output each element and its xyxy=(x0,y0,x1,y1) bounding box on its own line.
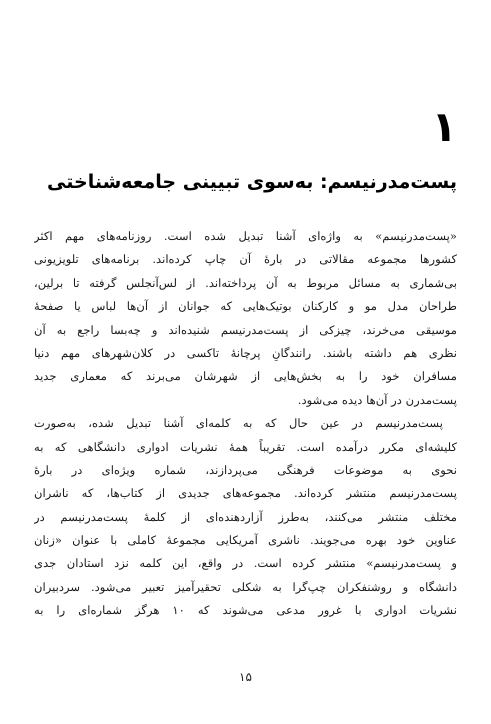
page-number: ۱۵ xyxy=(239,670,252,684)
text-line: عناوین خود بهره می‌جویند. ناشری آمریکایی مجموعهٔ کاملی با عنوان «زنان xyxy=(34,533,457,548)
text-line: پست‌مدرن در آن‌ها دیده می‌شود. xyxy=(297,392,457,407)
text-line: طراحان مدل مو و کارکنان بوتیک‌هایی که جوانان از آن‌ها لباس یا صفحهٔ xyxy=(34,299,457,314)
text-line: بی‌شماری به مسائل مربوط به آن پرداخته‌اند. از لس‌آنجلس گرفته تا برلین، xyxy=(34,275,457,290)
text-line: و پست‌مدرنیسم» منتشر کرده است. در واقع، این کلمه نزد استادان جدی xyxy=(34,556,457,571)
text-line: کشورها مجموعه مقالاتی در بارهٔ آن چاپ کرده‌اند. برنامه‌های تلویزیونی xyxy=(34,252,457,267)
text-line: نشریات ادواری با غرور مدعی می‌شوند که ۱۰ هرگز شماره‌ای را به xyxy=(34,603,457,618)
body-text xyxy=(34,225,457,623)
text-line: پست‌مدرنیسم در عین حال که به کلمه‌ای آشنا تبدیل شده، به‌صورت xyxy=(34,416,443,431)
text-line: مختلف منتشر می‌کنند، به‌طرز آزاردهنده‌ای از کلمهٔ پست‌مدرنیسم در xyxy=(34,509,457,524)
text-line: نظری هم داشته باشند. رانندگانِ پرچانهٔ تاکسی در کلان‌شهرهای مهم دنیا xyxy=(34,345,457,360)
text-line: کلیشه‌ای مکرر درآمده است. تقریباً همهٔ نشریات ادواری دانشگاهی که به xyxy=(34,439,457,454)
text-line: مسافران خود را به بخش‌هایی از شهرشان می‌برند که معماری جدید xyxy=(34,369,457,384)
text-line: پست‌مدرنیسم منتشر کرده‌اند. مجموعه‌های جدیدی از کتاب‌ها، که ناشران xyxy=(34,486,457,501)
chapter-number: ۱ xyxy=(431,102,457,151)
text-line: «پست‌مدرنیسم» به واژه‌ای آشنا تبدیل شده است. روزنامه‌های مهم اکثر xyxy=(34,229,457,243)
text-line: دانشگاه و روشنفکران چپ‌گرا به شکلی تحقیرآمیز تعبیر می‌شود. سردبیران xyxy=(34,579,457,594)
text-line: موسیقی می‌خرند، چیزکی از پست‌مدرنیسم شنیده‌اند و چه‌بسا راجع به آن xyxy=(34,322,457,337)
chapter-title: پست‌مدرنیسم: به‌سوی تبیینی جامعه‌شناختی xyxy=(47,171,457,193)
text-line: نحوی به موضوعات فرهنگی می‌پردازند، شماره ویژه‌ای در بارهٔ xyxy=(34,462,457,477)
